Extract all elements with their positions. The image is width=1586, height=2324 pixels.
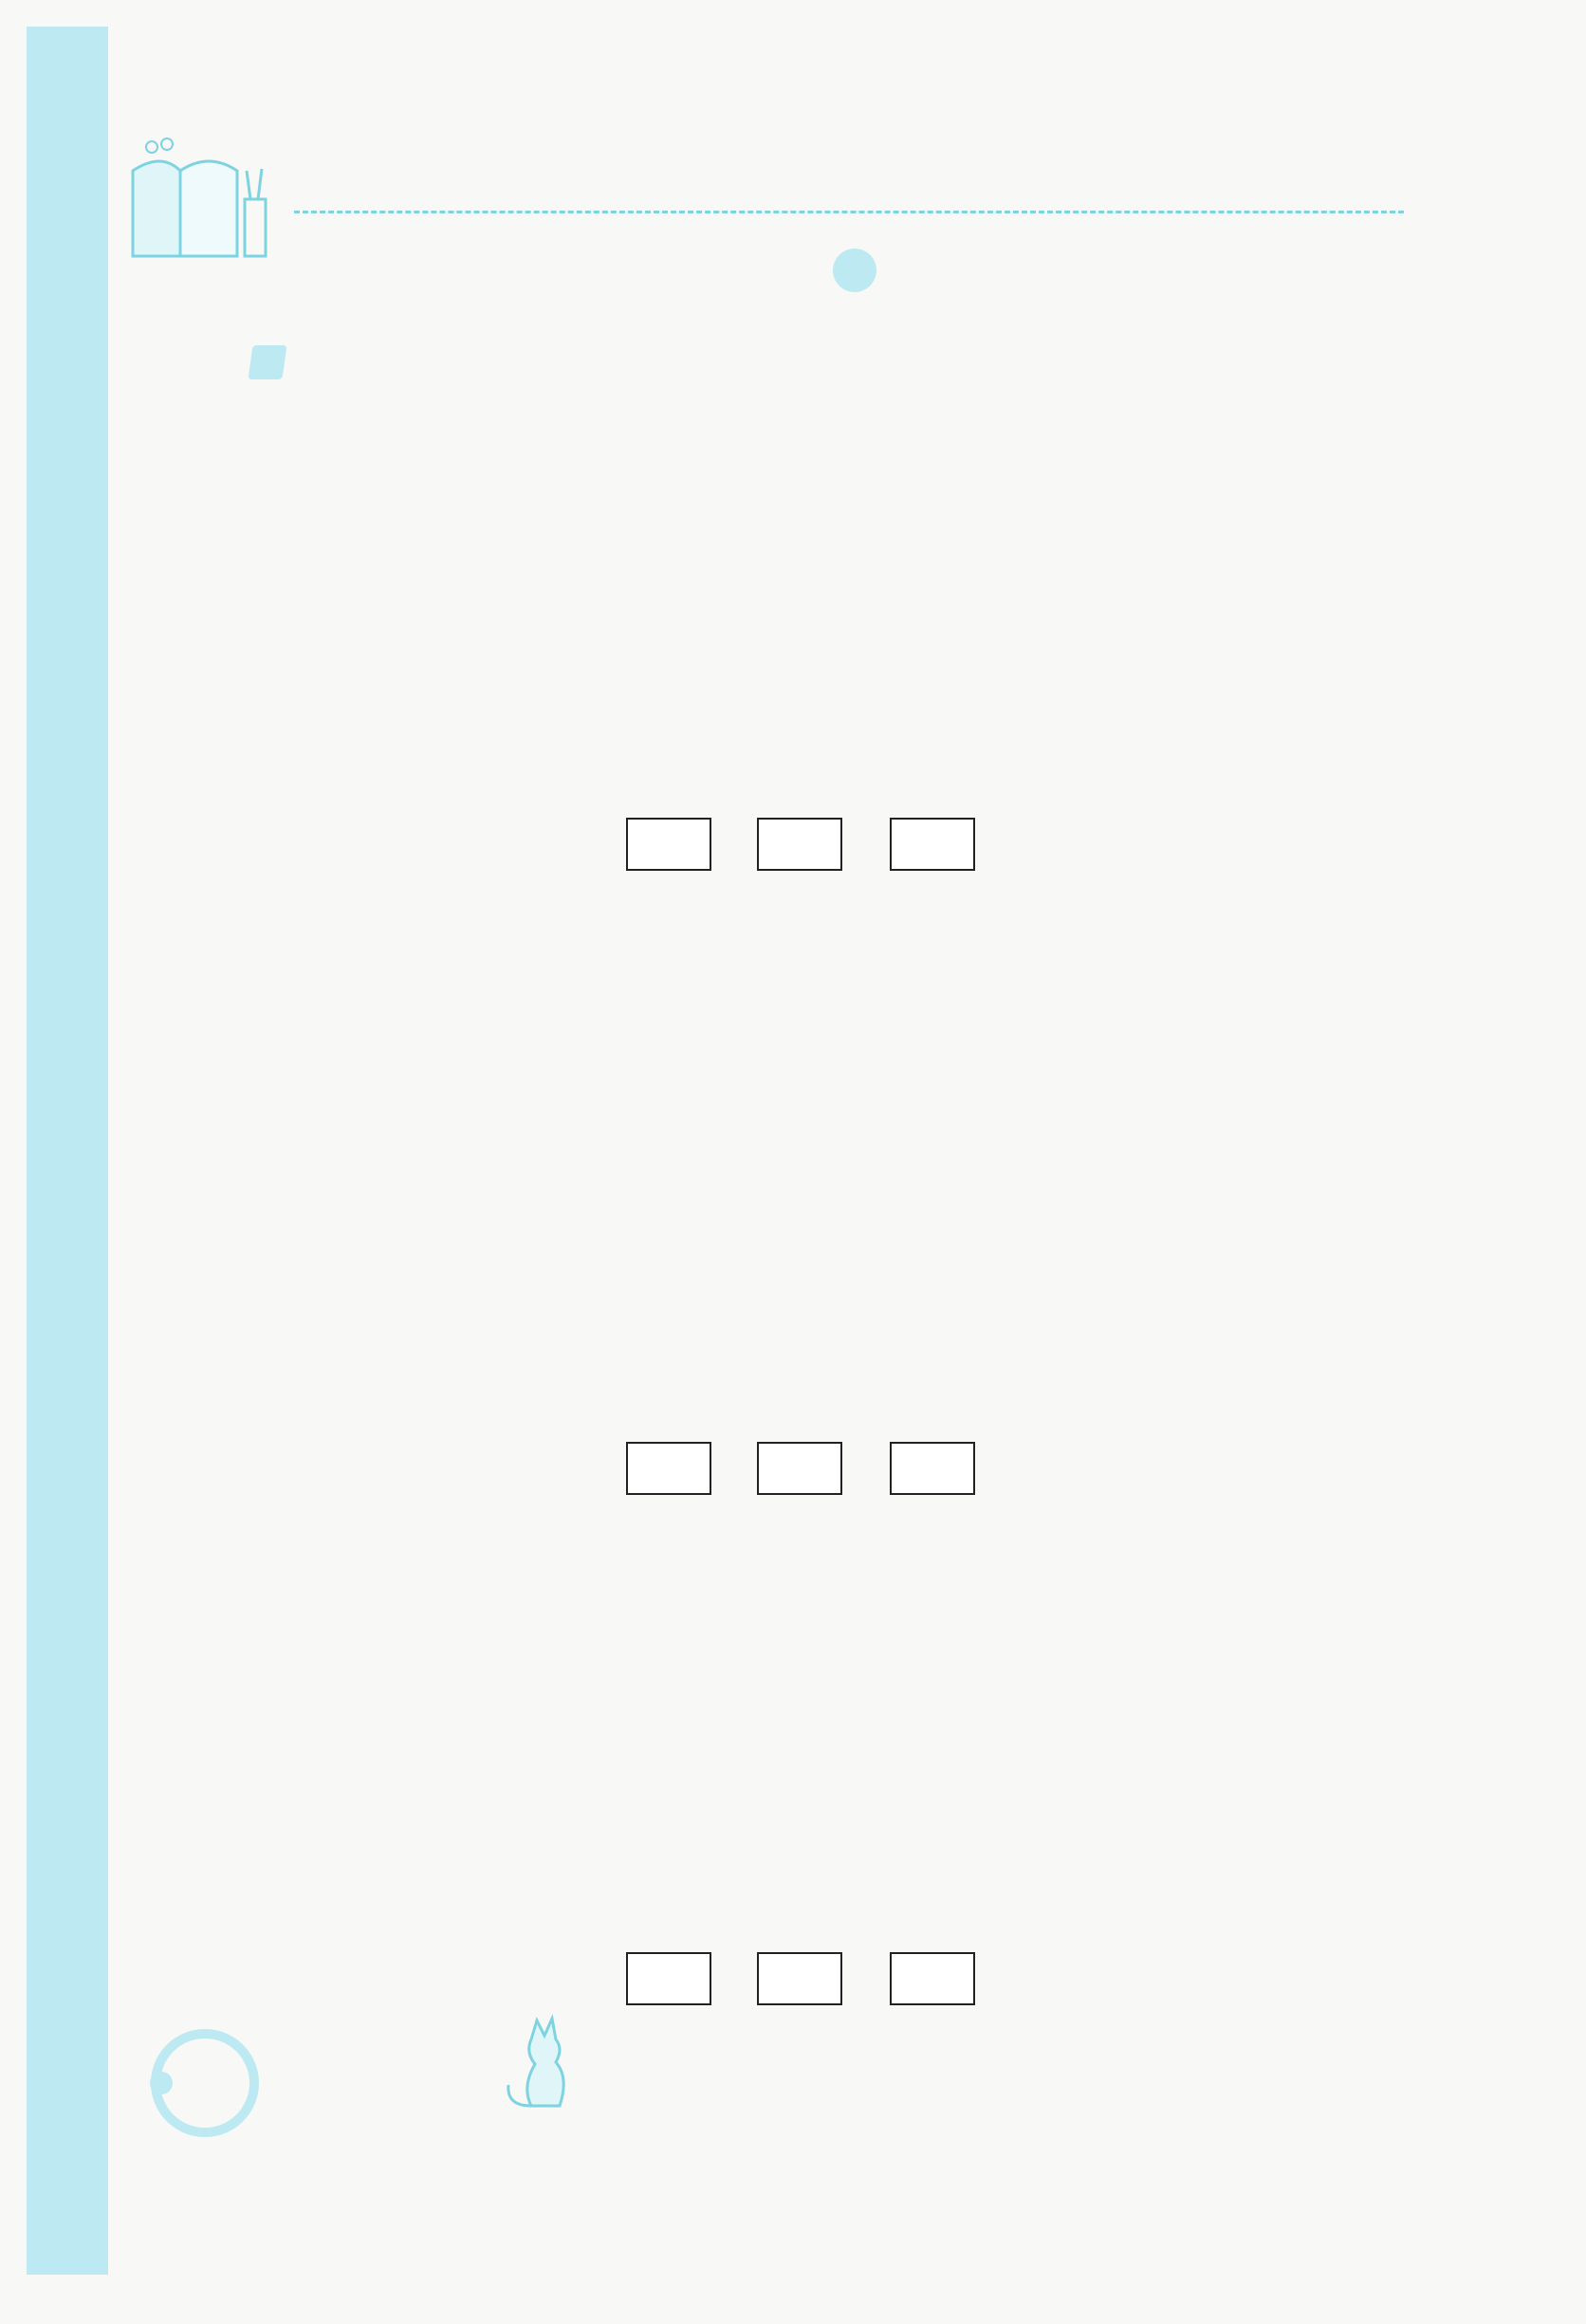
apples-illustration bbox=[408, 417, 1319, 598]
cat-icon bbox=[493, 2011, 588, 2125]
equation-quotient bbox=[890, 818, 975, 871]
crabs-illustration bbox=[398, 911, 1404, 1224]
equation-dividend bbox=[626, 818, 711, 871]
header-decoration-icon bbox=[123, 133, 275, 266]
header-divider bbox=[294, 211, 1404, 213]
equation-divisor bbox=[757, 1442, 842, 1495]
equation-quotient bbox=[890, 1442, 975, 1495]
question-text-line bbox=[398, 1750, 598, 1805]
equation-dividend bbox=[626, 1952, 711, 2005]
equation-dividend bbox=[626, 1442, 711, 1495]
page-number-ring-icon bbox=[140, 2022, 264, 2146]
section-icon bbox=[248, 345, 286, 379]
cherries-illustration bbox=[379, 1537, 1451, 1726]
equation-divisor bbox=[757, 818, 842, 871]
question-text-line bbox=[398, 1243, 617, 1298]
question-text-line bbox=[398, 621, 617, 676]
lesson-number-badge bbox=[833, 249, 876, 292]
equation-divisor bbox=[757, 1952, 842, 2005]
binding-strip bbox=[27, 27, 108, 2275]
question-text-line bbox=[398, 1845, 503, 1900]
equation-quotient bbox=[890, 1952, 975, 2005]
question-text-line bbox=[398, 713, 474, 768]
question-text-line bbox=[398, 1337, 503, 1393]
